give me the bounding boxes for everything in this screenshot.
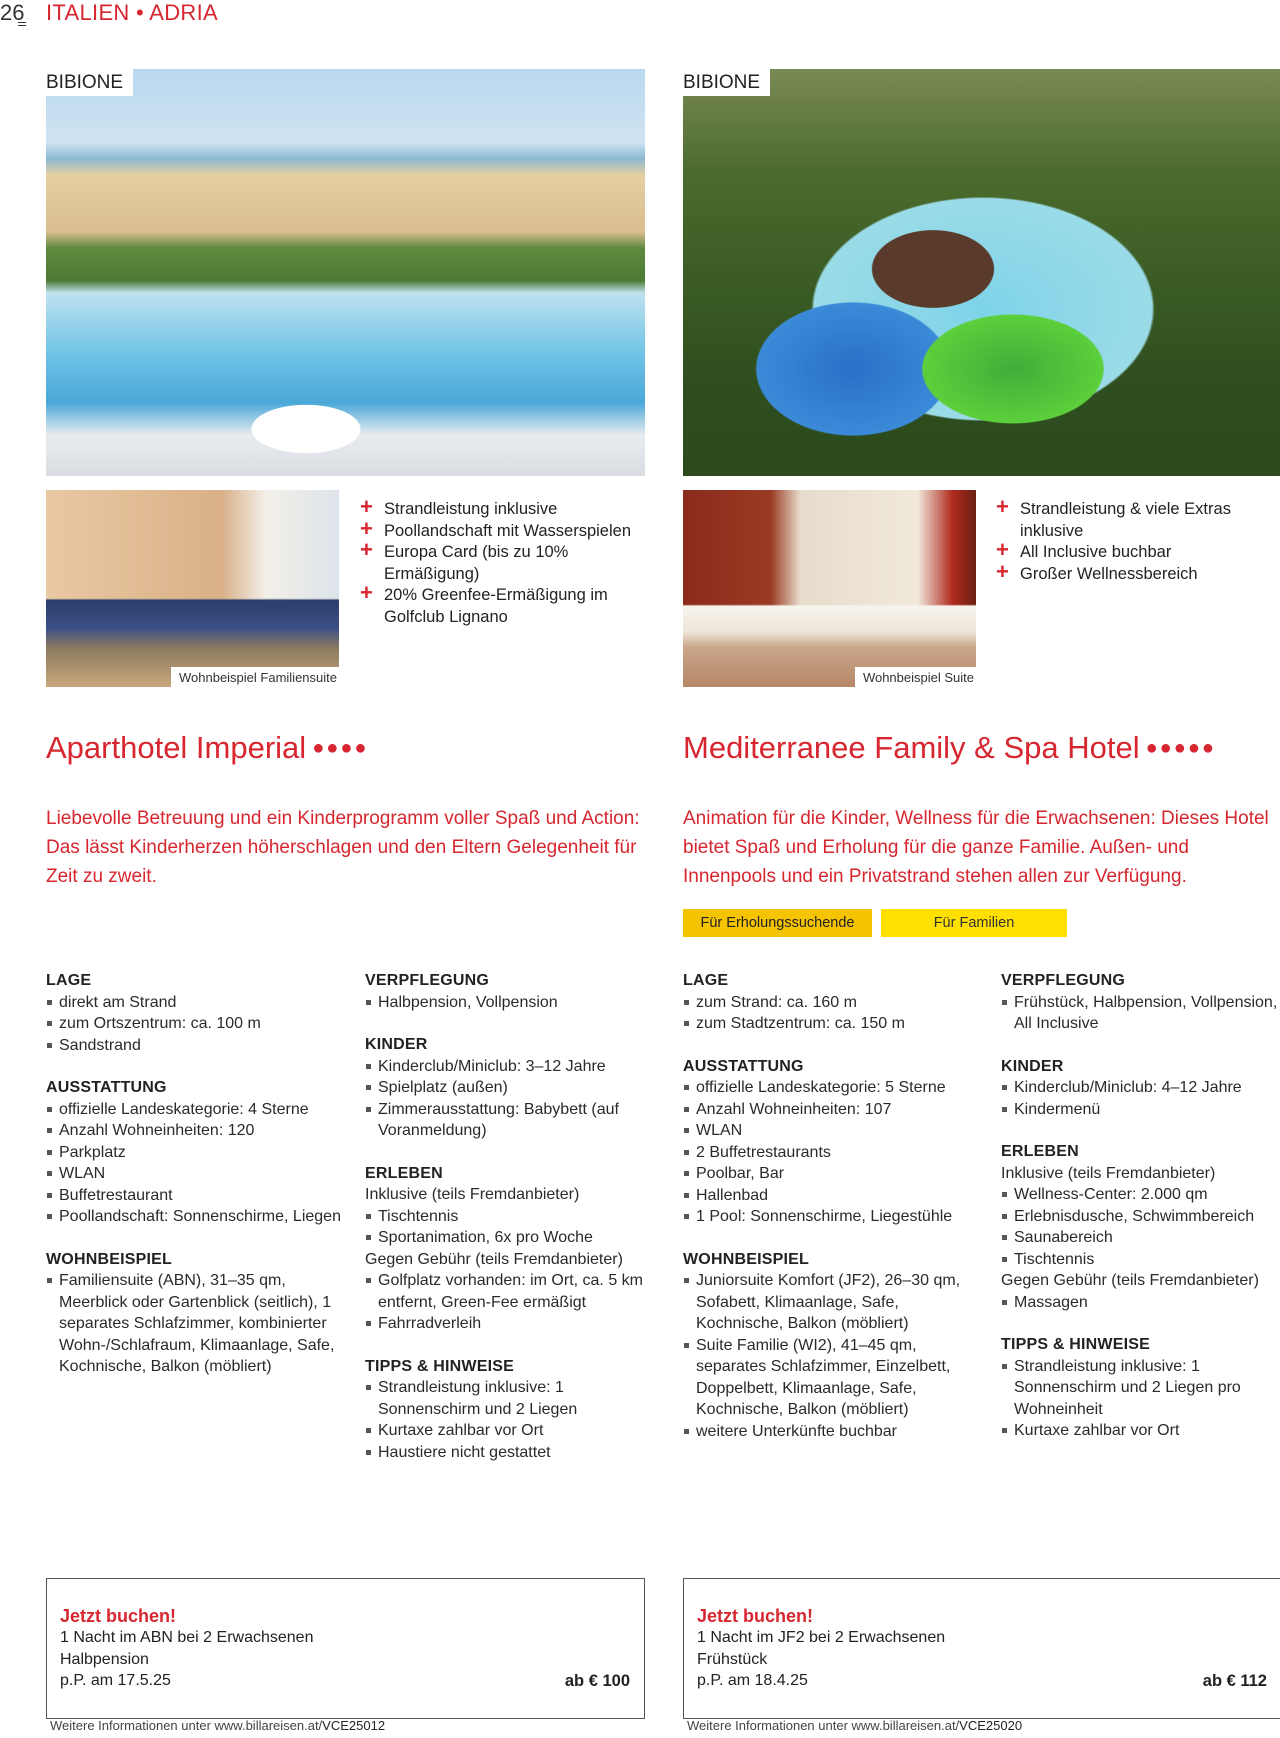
hotel1-title [46, 730, 369, 766]
hotel1-more-info-link[interactable] [50, 1718, 385, 1733]
section-heading: AUSSTATTUNG [46, 1079, 167, 1096]
list-item: Juniorsuite Komfort (JF2), 26–30 qm, Sofabett, Klimaanlage, Safe, Kochnische, Balkon (möbliert) [683, 1270, 983, 1335]
hotel1-room-caption: Wohnbeispiel Familiensuite [171, 667, 339, 687]
list-item: Anzahl Wohneinheiten: 120 [46, 1120, 346, 1142]
hotel2-room-caption: Wohnbeispiel Suite [855, 667, 976, 687]
tag-badge: Für Erholungssuchende [683, 909, 872, 937]
feature-item: + Strandleistung inklusive [360, 499, 650, 521]
list-item: WLAN [46, 1163, 346, 1185]
hotel2-main-photo [683, 69, 1280, 476]
hotel1-main-photo [46, 69, 645, 476]
feature-item: + Großer Wellnessbereich [996, 564, 1266, 586]
offer-code: VCE25020 [959, 1718, 1023, 1733]
list-item: Haustiere nicht gestattet [365, 1442, 665, 1464]
section-heading: WOHNBEISPIEL [683, 1250, 809, 1268]
booking-line: 1 Nacht im JF2 bei 2 Erwachsenen [697, 1629, 946, 1646]
list-item: Familiensuite (ABN), 31–35 qm, Meerblick oder Gartenblick (seitlich), 1 separates Schlafzimmer, kombinierter Wohn-/Schlafraum, Klimaanlage, Safe, Kochnische, Balkon (möbliert) [46, 1270, 346, 1378]
list-item: Parkplatz [46, 1142, 346, 1164]
list-item: Kinderclub/Miniclub: 4–12 Jahre [1001, 1077, 1280, 1099]
hotel1-room-photo [46, 490, 339, 687]
list-item: Tischtennis [1001, 1249, 1280, 1271]
hotel1-features [360, 499, 650, 628]
list-item: Hallenbad [683, 1185, 983, 1207]
booking-line: Halbpension [60, 1650, 149, 1668]
hotel1-intro: Liebevolle Betreuung und ein Kinderprogramm voller Spaß und Action: Das lässt Kinderherzen höherschlagen und den Eltern Gelegenheit für Zeit zu zweit. [46, 808, 640, 887]
list-item: Kinderclub/Miniclub: 3–12 Jahre [365, 1056, 665, 1078]
booking-line: Frühstück [697, 1650, 768, 1668]
hotel1-wohnbeispiel [46, 1249, 346, 1378]
list-item: Kurtaxe zahlbar vor Ort [365, 1420, 665, 1442]
list-item: Kindermenü [1001, 1099, 1280, 1121]
section-heading: WOHNBEISPIEL [46, 1250, 172, 1268]
feature-item: + Poollandschaft mit Wasserspielen [360, 521, 650, 543]
hotel2-room-photo [683, 490, 976, 687]
hotel2-features [996, 499, 1266, 585]
list-item: Poolbar, Bar [683, 1163, 983, 1185]
hotel1-info-col-2 [365, 970, 665, 1484]
hotel2-location-label: BIBIONE [683, 69, 770, 96]
hotel2-name: Mediterranee Family & Spa Hotel [683, 730, 1140, 765]
hotel2-info-col-2 [1001, 970, 1280, 1463]
section-heading: LAGE [46, 972, 92, 989]
list-item: Sportanimation, 6x pro Woche [365, 1227, 665, 1249]
section-heading: AUSSTATTUNG [683, 1057, 804, 1075]
list-item: Sandstrand [46, 1035, 346, 1057]
booking-line: p.P. am 18.4.25 [697, 1672, 808, 1689]
list-item: Suite Familie (WI2), 41–45 qm, separates Schlafzimmer, Einzelbett, Doppelbett, Klimaanlage, Safe, Kochnische, Balkon (möbliert) [683, 1335, 983, 1421]
section-heading: VERPFLEGUNG [1001, 972, 1125, 989]
feature-item: + Strandleistung & viele Extras inklusive [996, 499, 1266, 542]
sub-label: Inklusive (teils Fremdanbieter) [365, 1186, 580, 1203]
feature-item: + Europa Card (bis zu 10% Ermäßigung) [360, 542, 650, 585]
list-item: 1 Pool: Sonnenschirme, Liegestühle [683, 1206, 983, 1228]
section-heading: KINDER [365, 1036, 428, 1053]
hotel2-erleben [1001, 1141, 1280, 1313]
hotel2-tipps [1001, 1334, 1280, 1442]
section-heading: KINDER [1001, 1057, 1064, 1075]
hotel1-ausstattung [46, 1077, 346, 1228]
list-item: Halbpension, Vollpension [365, 992, 665, 1014]
list-item: Fahrradverleih [365, 1313, 665, 1335]
hotel2-wohnbeispiel [683, 1249, 983, 1443]
list-item: zum Stadtzentrum: ca. 150 m [683, 1013, 983, 1035]
sub-label: Gegen Gebühr (teils Fremdanbieter) [365, 1250, 623, 1268]
hotel2-title [683, 730, 1216, 766]
section-heading: VERPFLEGUNG [365, 972, 489, 989]
hotel2-tags [683, 909, 1067, 937]
list-item: Tischtennis [365, 1206, 665, 1228]
hotel2-info-col-1 [683, 970, 983, 1463]
hotel1-booking-box[interactable] [46, 1578, 645, 1719]
price: ab € 112 [1202, 1672, 1267, 1690]
offer-code: VCE25012 [322, 1718, 386, 1733]
hotel2-ausstattung [683, 1056, 983, 1228]
price: ab € 100 [564, 1672, 630, 1690]
section-heading: TIPPS & HINWEISE [365, 1357, 514, 1375]
list-item: zum Ortszentrum: ca. 100 m [46, 1013, 346, 1035]
list-item: WLAN [683, 1120, 983, 1142]
hotel1-star-rating: ●●●● [312, 737, 369, 759]
section-heading: ERLEBEN [365, 1164, 443, 1182]
tag-badge: Für Familien [881, 909, 1067, 937]
hotel1-verpflegung [365, 970, 665, 1013]
section-heading: ERLEBEN [1001, 1143, 1079, 1160]
list-item: offizielle Landeskategorie: 4 Sterne [46, 1099, 346, 1121]
list-item: weitere Unterkünfte buchbar [683, 1421, 983, 1443]
list-item: Wellness-Center: 2.000 qm [1001, 1184, 1280, 1206]
section-heading: TIPPS & HINWEISE [1001, 1336, 1150, 1353]
hotel1-location-label: BIBIONE [46, 69, 133, 96]
list-item: Saunabereich [1001, 1227, 1280, 1249]
list-item: Zimmerausstattung: Babybett (auf Voranmeldung) [365, 1099, 665, 1142]
feature-item: + 20% Greenfee-Ermäßigung im Golfclub Lignano [360, 585, 650, 628]
hotel1-info-col-1 [46, 970, 346, 1399]
page-title: ITALIEN • ADRIA [46, 0, 218, 25]
hotel2-booking-box[interactable] [683, 1578, 1280, 1719]
booking-line: 1 Nacht im ABN bei 2 Erwachsenen [60, 1629, 314, 1646]
hotel2-star-rating: ●●●●● [1145, 737, 1216, 759]
page-number: 26 [0, 0, 25, 25]
list-item: Golfplatz vorhanden: im Ort, ca. 5 km entfernt, Green-Fee ermäßigt [365, 1270, 665, 1313]
hotel1-tipps [365, 1356, 665, 1464]
sub-label: Gegen Gebühr (teils Fremdanbieter) [1001, 1272, 1259, 1289]
list-item: Anzahl Wohneinheiten: 107 [683, 1099, 983, 1121]
hotel2-verpflegung [1001, 970, 1280, 1035]
list-item: direkt am Strand [46, 992, 346, 1014]
hotel2-intro: Animation für die Kinder, Wellness für die Erwachsenen: Dieses Hotel bietet Spaß und Erholung für die ganze Familie. Außen- und Innenpools und ein Privatstrand stehen allen zur Verfügung. [683, 808, 1269, 887]
list-item: Strandleistung inklusive: 1 Sonnenschirm und 2 Liegen pro Wohneinheit [1001, 1356, 1280, 1421]
list-item: zum Strand: ca. 160 m [683, 992, 983, 1014]
sub-label: Inklusive (teils Fremdanbieter) [1001, 1164, 1216, 1182]
hotel2-lage [683, 970, 983, 1035]
more-info-text: Weitere Informationen unter www.billareisen.at/ [50, 1718, 323, 1733]
section-heading: LAGE [683, 972, 729, 989]
list-item: Kurtaxe zahlbar vor Ort [1001, 1420, 1280, 1442]
hotel2-kinder [1001, 1056, 1280, 1121]
list-item: Spielplatz (außen) [365, 1077, 665, 1099]
list-item: Poollandschaft: Sonnenschirme, Liegen [46, 1206, 346, 1228]
hotel1-erleben [365, 1163, 665, 1335]
booking-line: p.P. am 17.5.25 [60, 1672, 171, 1689]
list-item: 2 Buffetrestaurants [683, 1142, 983, 1164]
list-item: Erlebnisdusche, Schwimmbereich [1001, 1206, 1280, 1228]
hotel1-kinder [365, 1034, 665, 1142]
hotel2-more-info-link[interactable] [687, 1718, 1022, 1733]
book-now-link[interactable]: Jetzt buchen! [60, 1606, 177, 1626]
list-item: Massagen [1001, 1292, 1280, 1314]
list-item: Buffetrestaurant [46, 1185, 346, 1207]
hotel1-name: Aparthotel Imperial [46, 730, 307, 765]
list-item: Frühstück, Halbpension, Vollpension, All Inclusive [1001, 992, 1280, 1035]
more-info-text: Weitere Informationen unter www.billareisen.at/ [687, 1718, 960, 1733]
book-now-link[interactable]: Jetzt buchen! [697, 1606, 814, 1626]
hotel1-lage [46, 970, 346, 1056]
feature-item: + All Inclusive buchbar [996, 542, 1266, 564]
list-item: Strandleistung inklusive: 1 Sonnenschirm und 2 Liegen [365, 1377, 665, 1420]
list-item: offizielle Landeskategorie: 5 Sterne [683, 1077, 983, 1099]
